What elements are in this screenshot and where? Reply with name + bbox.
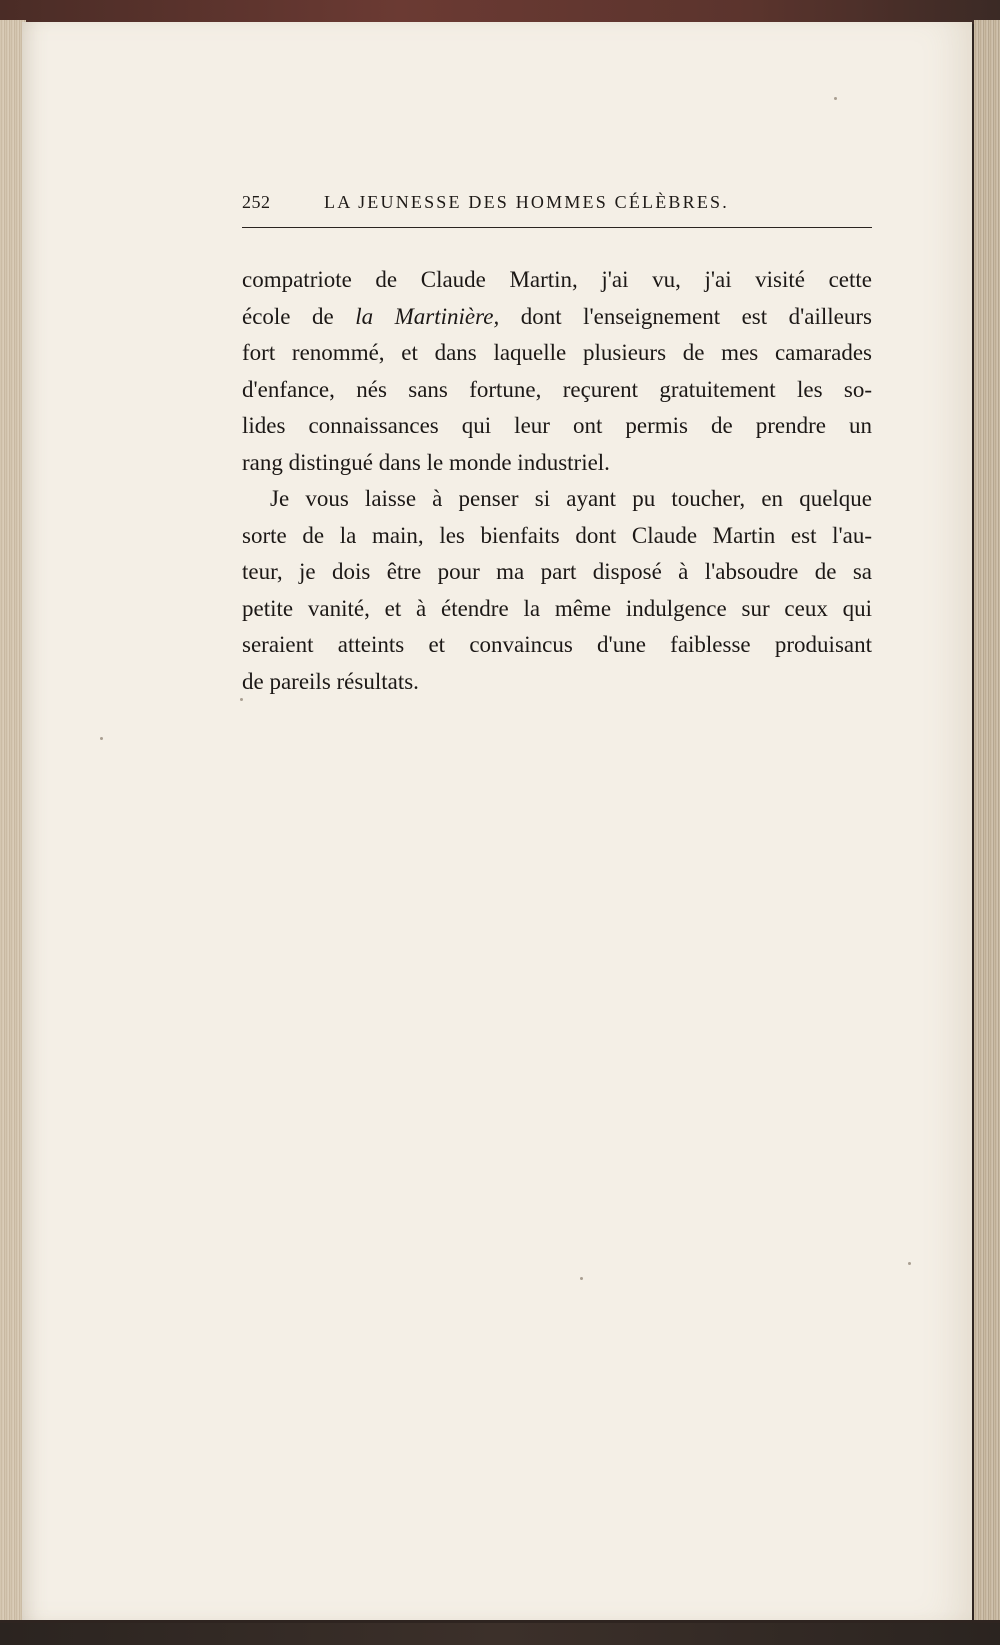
paper-speck — [580, 1277, 583, 1280]
paper-speck — [908, 1262, 911, 1265]
book-page — [22, 22, 972, 1620]
paragraph-1 — [242, 262, 872, 481]
text-line: rang distingué dans le monde industriel. — [242, 449, 610, 475]
page-number: 252 — [242, 192, 271, 212]
text-line — [242, 299, 872, 336]
running-head — [242, 182, 872, 222]
italic-title: la Martinière, — [355, 303, 500, 329]
text-span: dont l'enseignement est d'ailleurs — [499, 303, 872, 329]
text-span: école de — [242, 303, 356, 329]
book-cover-bottom — [0, 1623, 1000, 1645]
text-line: fort renommé, et dans laquelle plusieurs de mes camarades — [242, 340, 872, 365]
body-text — [242, 262, 872, 700]
paper-speck — [100, 737, 103, 740]
text-line: Je vous laisse à penser si ayant pu toucher, en quelque — [270, 486, 872, 511]
text-line: d'enfance, nés sans fortune, reçurent gratuitement les so- — [242, 376, 872, 402]
text-line: teur, je dois être pour ma part disposé à l'absoudre de sa — [242, 559, 872, 584]
running-title: LA JEUNESSE DES HOMMES CÉLÈBRES. — [324, 192, 729, 212]
paragraph-2 — [242, 481, 872, 700]
text-line: sorte de la main, les bienfaits dont Claude Martin est l'au- — [242, 522, 872, 548]
header-rule — [242, 227, 872, 228]
paper-speck — [834, 97, 837, 100]
page-edges-right — [974, 20, 1000, 1620]
text-line: compatriote de Claude Martin, j'ai vu, j'ai visité cette — [242, 267, 872, 292]
text-line: seraient atteints et convaincus d'une faiblesse produisant — [242, 632, 872, 657]
book-cover-top — [0, 0, 1000, 24]
text-line: lides connaissances qui leur ont permis de prendre un — [242, 413, 872, 438]
text-line: petite vanité, et à étendre la même indulgence sur ceux qui — [242, 595, 872, 621]
text-line: de pareils résultats. — [242, 668, 419, 694]
